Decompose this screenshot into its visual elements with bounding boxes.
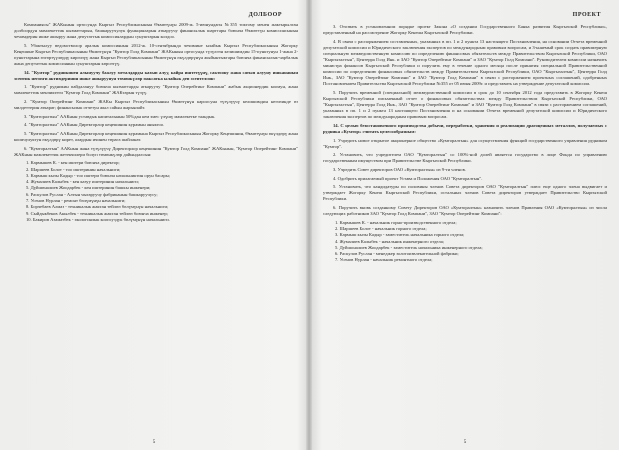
left-paragraph-1: Компаниясы" ЖАКынын ортосунда Кыргыз Республикасынын Өкмөтүнүн 2009-ж. 5-июнундагы №355 токтому менен жактырылган долбоордун мамлекеттик кызматтарын, башкаруучулук функцияларын аткаруучу финансылык шарттары боюнча Өкмөттүн комиссиясынын чечимдерин ишке ашыруу жана депутаттык комиссиялардын сунуштарын колдоо. bbox=[14, 22, 298, 40]
right-section-heading: 14. С целью безостановочного производства добычи, переработки, хранения и реализации драгоценных металлов, получаемых с рудника «Кумтор» считать целесообразным: bbox=[323, 122, 607, 134]
right-paragraph-5: 1. Учредить новое открытое акционерное общество «Кумторалтын» для осуществления функций государственного управления рудником "Кумтор". bbox=[323, 137, 607, 149]
list-item: 2. Шаршеев Болот - начальник горного отдела; bbox=[335, 225, 427, 231]
list-item: 1. Кармышев К. - кен иштери боюнча директор; bbox=[26, 160, 120, 166]
list-item: 1. Кармышев К. - начальник горно-производственного отдела; bbox=[335, 219, 457, 225]
right-page-header: ПРОЕКТ bbox=[572, 12, 601, 18]
right-paragraph-2: 4. В связи с распоряжением составленных, указанных в пп. 1 и 2 пункта 13 настоящего Постановления, на основании Отчета временной депутатской комиссии и Юридического заключения экспертов по международным правовым вопросам, и 3-ьняемый срок создать правомерную специальную межведомственную комиссию по определению финансовых обязательств между Правительством Кыргызской Республики, ОАО "Кыргызалтын", Центерра Голд Инк. и ЗАО "Кумтор Оперейтинг Компани" и ЗАО "Кумтор Голд Компани". Руководителем комиссии назначить министра финансов Кыргызской Республики и поручить ему в течение одного месяца после принятия специальной Правительственной комиссии по определению финансовых обязательств между Правительством Кыргызской Республики, ОАО "Кыргызалтын", Центерра Голд Инк., ЗАО "Кумтор Оперейтинг Компани" и ЗАО "Кумтор Голд Компани" в связи с расторжением проектных соглашений, одобренных Постановлением Правительства Кыргызской Республики №355 от 05 июня 2009г. и представить на утверждение депутатской комиссии. bbox=[323, 38, 607, 87]
list-item: 8. Борчебаев Алмаз - техникалык жактан тейлөө бөлүмүнүн начальниги; bbox=[26, 204, 169, 210]
list-item: 7. Усенов Нурлан - начальник ремонтного отдела; bbox=[335, 257, 433, 263]
list-item: 3. Кармыш кызы Кадыр - заместитель начальника горного отдела; bbox=[335, 232, 465, 238]
list-item: 3. Кармыш кызы Кадыр - тоо иштери боюнча начальниктин орун басары; bbox=[26, 172, 171, 178]
right-names-list bbox=[323, 220, 607, 264]
list-item: 5. Дуйшоналиев Жоодарбек - заместитель начальника инженерного отдела; bbox=[335, 244, 483, 250]
left-paragraph-6: 3. "Кумторалтын" ААКнын уставдык капиталынын 50%дан кем эмес үлүшү мамлекетке таандык. bbox=[24, 113, 216, 119]
list-item: 4. Жумалиев Калыбек - начальник инженерного отдела; bbox=[335, 238, 445, 244]
right-paragraph-7: 3. Учредить Совет директоров ОАО «Кумторалтын» из 9-ти членов. bbox=[333, 166, 466, 172]
left-paragraph-2: 5. Убактылуу ведомстволор аралык комиссиянын 2012-ж. 10-сентябрында чечимине ылайык Кыргыз Республикасынын Жогорку Кеңешине Кыргыз Республикасынын Өкмөтүнүн "Кумтор Голд Компани" ЖАКынын ортосунда түзүлгөн келишимдин 15-пунктунун 1-жана 2-пункттарына өзгөртүүлөрдү киргизүү жана Кыргыз Республикасынын Өкмөтүнүн өкүлдөрүнүн жыйынтыктары боюнча финансылык-чарбалык жана депутаттык комиссиянын сунуштарын көрсөтүү. bbox=[14, 42, 298, 67]
list-item: 6. Раскулов Руслан - Алтын чыгаруучу фабриканын башкаруучусу; bbox=[26, 191, 158, 197]
list-item: 9. Сыйдыкбеков Акылбек - техникалык жактан тейлөө боюнча инженер; bbox=[26, 210, 168, 216]
right-paragraph-1: 3. Отозвать в установленном порядке проект Закона «О создании Государственного Банка развития Кыргызской Республики», представленный на рассмотрение Жогорку Кенеша Кыргызской Республики. bbox=[323, 24, 607, 36]
right-paragraph-6: 2. Установить, что учредителем ОАО "Кумторалтын" со 100%-ной долей является государство в лице Фонда по управлению государственным имуществом при Правительстве Кыргызской Республики. bbox=[323, 152, 607, 164]
right-paragraph-10: 6. Поручить вновь созданному Совету Директоров ОАО «Кумторалтын» назначить членов Правления ОАО «Кумторалтын» из числа следующих работников ЗАО "Кумтор Голд Компани", ЗАО "Кумтор Оперейтинг Компани": bbox=[323, 204, 607, 217]
left-paragraph-8: 5. "Кумторалтын" ААКнын Директорлор кеңешинин курамына Кыргыз Республикасынын Жогорку Кеңешинин, Өкмөтүнүн өкүлдөрү жана коомчулуктун өкүлдөрү кирет, алардын ичинен төрага шайланат. bbox=[14, 130, 298, 142]
left-names-list bbox=[14, 160, 298, 223]
left-page bbox=[0, 0, 308, 450]
left-paragraph-5: 2. "Кумтор Оперейтинг Компани" ЖАКы Кыргыз Республикасынын Өкмөтүнүн кароосуна түзүлүүчү келишимдин негизинде өз милдеттерин аткарат; финансылык отчетун жыл сайын жарыялайт. bbox=[14, 99, 298, 111]
right-page bbox=[311, 0, 619, 450]
list-item: 7. Усенов Нурлан - ремонт бөлүмүнүн начальниги; bbox=[26, 198, 126, 204]
list-item: 2. Шаршеев Болот - тоо иштеринин начальниги; bbox=[26, 166, 121, 172]
left-paragraph-7: 4. "Кумторалтын" ААКнын Директорлор кеңешинин курамын аныктоо. bbox=[24, 122, 165, 128]
list-item: 5. Дүйшөналиев Жоодарбек - кен иштеринин башкы инженери; bbox=[26, 185, 151, 191]
left-paragraph-9: 6. "Кумторалтын" ААКнын жана түзүлүүчү Директорлор кеңешинин "Кумтор Голд Компани" ЖАКынын, "Кумтор Оперейтинг Компани" ЖАКнын мамлекеттик жетекчилери болуп төмөнкүлөр дайындалсын: bbox=[14, 145, 298, 157]
list-item: 4. Жумалиев Калыбек - кен казуу иштеринин начальниги; bbox=[26, 179, 139, 185]
left-page-number: 5 bbox=[152, 440, 156, 445]
list-item: 10. Бакиров Азаматбек - экологиялык коопсуздук бөлүмүнүн начальниги. bbox=[26, 216, 170, 222]
list-item: 6. Раскулов Руслан - менеджер золотоизвлекательной фабрики; bbox=[335, 251, 459, 257]
left-paragraph-4: 1. "Кумтор" рудникин пайдалануу боюнча кызматтарды аткаруучу "Кумтор Оперейтинг Компани" жабык акционердик коомун, жана мамлекеттик менчиктеги "Кумтор Голд Компани" ЖАКтарын түзүү. bbox=[14, 84, 298, 96]
left-section-heading: 14. "Кумтор" рудникинен алынуучу баалуу металдарды казып алуу, кайра иштетүүнү, сактоону жана сатып алууну ишкананын эсептик негизги активдеринин ишке ашыруунун төмөнкүлөр максатка ылайык деп эсептелсин: bbox=[14, 69, 298, 81]
right-paragraph-3: 5. Поручить временной (специальной) межведомственной комиссии в срок до 10 сентября 2012 года представить в Жогорку Кенеш Кыргызской Республики письменный отчет о финансовых обязательствах между Правительством Кыргызской Республики, ОАО "Кыргызалтын", Центерра Голд Инк., ЗАО "Кумтор Оперейтинг Компани" и ЗАО "Кумтор Голд Компани" в связи с расторжением соглашений, указанных в пп. 1 и 2 пункта 13 настоящего Постановления и на основании Отчета временной депутатской комиссии и Юридического заключения экспертов по международным правовым вопросам. bbox=[323, 89, 607, 120]
right-paragraph-8: 4. Одобрить прилагаемый проект Устава и Положения ОАО "Кумторалтын". bbox=[333, 175, 483, 181]
left-page-header: ДОЛБООР bbox=[248, 12, 282, 18]
right-paragraph-9: 5. Установить, что кандидатуры по половины членов Совета директоров ОАО "Кумторалтын" плюс еще одного члена выдвигает и утверждает Жогорку Кенеш Кыргызской Республики, остальных членов Совета директоров утверждает Правительство Кыргызской Республики. bbox=[323, 184, 607, 202]
right-page-number: 5 bbox=[463, 440, 467, 445]
